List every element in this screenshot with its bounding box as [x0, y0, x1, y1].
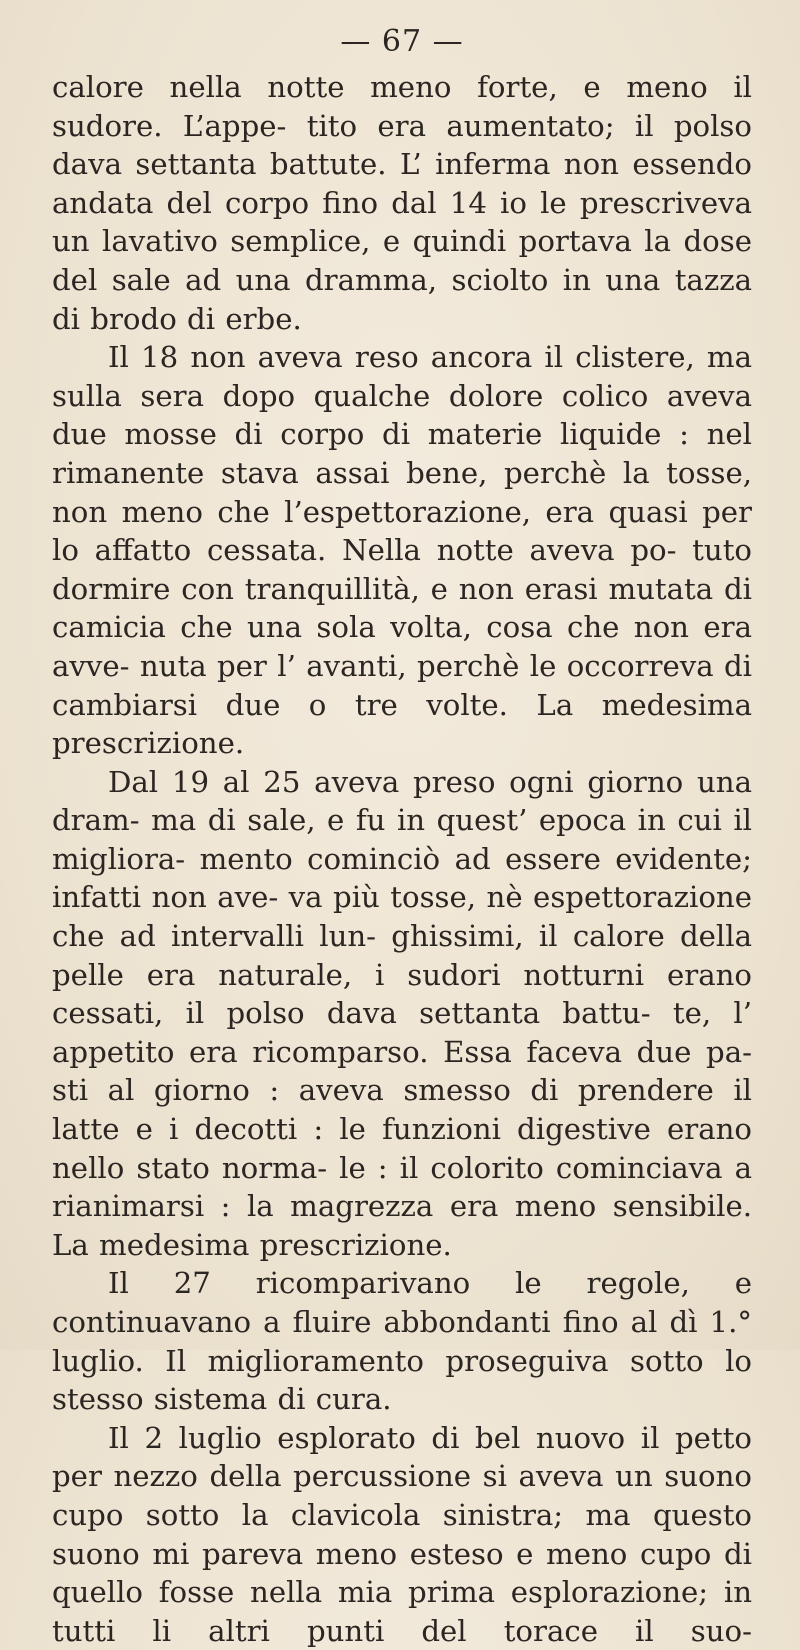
paragraph-2: Il 18 non aveva reso ancora il clistere, ma sulla sera dopo qualche dolore colico aveva due mosse di corpo di materie liquide : nel rimanente stava assai bene, perchè la tosse, non meno che l’espettorazione, era quasi per lo affatto cessata. Nella notte aveva po- tuto dormire con tranquillità, e non erasi mutata di camicia che una sola volta, cosa che non era avve- nuta per l’ avanti, perchè le occorreva di cambiarsi due o tre volte. La medesima prescrizione. — [52, 340, 752, 761]
paragraph-5: Il 2 luglio esplorato di bel nuovo il petto per nezzo della percussione si aveva un suono cupo sotto la clavicola sinistra; ma questo suono mi pareva meno esteso e meno cupo di quello fosse nella mia prima esplorazione; in tutti li altri punti del torace il suo- — [52, 1420, 752, 1648]
page-number: — 67 — — [340, 24, 464, 59]
paragraph-1: calore nella notte meno forte, e meno il sudore. L’appe- tito era aumentato; il polso dava settanta battute. L’ inferma non essendo andata del corpo fino dal 14 io le prescriveva un lavativo semplice, e quindi portava la dose del sale ad una dramma, sciolto in una tazza di brodo di erbe. — [52, 70, 752, 336]
paragraph-4: Il 27 ricomparivano le regole, e continuavano a fluire abbondanti fino al dì 1.° luglio. Il miglioramento proseguiva sotto lo stesso sistema di cura. — [52, 1266, 752, 1417]
paragraph-3: Dal 19 al 25 aveva preso ogni giorno una dram- ma di sale, e fu in quest’ epoca in cui il migliora- mento cominciò ad essere evidente; infatti non ave- va più tosse, nè espettorazione che ad intervalli lun- ghissimi, il calore della pelle era naturale, i sudori notturni erano cessati, il polso dava settanta battu- te, l’ appetito era ricomparso. Essa faceva due pa- sti al giorno : aveva smesso di prendere il latte e i decotti : le funzioni digestive erano nello stato norma- le : il colorito cominciava a rianimarsi : la magrezza era meno sensibile. La medesima prescrizione. — [52, 764, 752, 1262]
